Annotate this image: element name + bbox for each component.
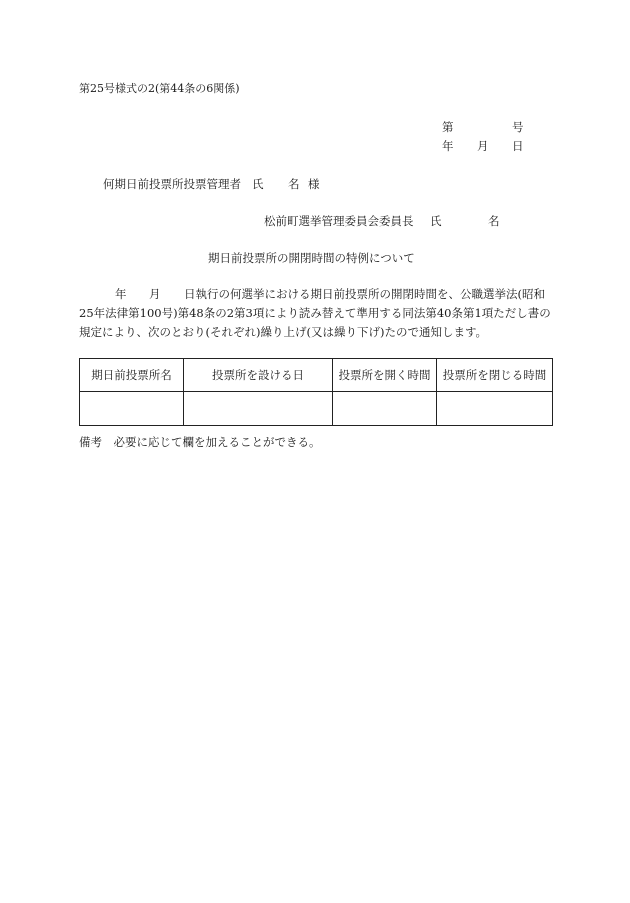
body-line-3	[79, 323, 551, 342]
remarks-note: 備考 必要に応じて欄を加えることができる。	[79, 435, 321, 449]
addressee-mei: 名	[288, 177, 300, 191]
header-closing-time: 投票所を閉じる時間	[437, 359, 553, 392]
addressee-shi: 氏	[252, 177, 264, 191]
header-polling-place-name: 期日前投票所名	[80, 359, 184, 392]
sender-shi: 氏	[430, 214, 442, 228]
addressee-title: 何期日前投票所投票管理者	[103, 177, 241, 191]
form-number: 第25号様式の2(第44条の6関係)	[79, 82, 240, 95]
schedule-table	[79, 358, 553, 426]
body-line-2-text: 25年法律第100号)第48条の2第3項により読み替えて準用する同法第40条第1項ただし書の	[79, 306, 551, 320]
header-opening-time: 投票所を開く時間	[333, 359, 437, 392]
document-number-suffix: 号	[512, 120, 524, 134]
date-year-label: 年	[442, 139, 454, 153]
header-setup-date: 投票所を設ける日	[184, 359, 333, 392]
cell-setup-date	[184, 392, 333, 426]
body-line-1	[79, 285, 551, 304]
body-line-1-text: 日執行の何選挙における期日前投票所の開閉時間を、公職選挙法(昭和	[184, 287, 545, 301]
body-year-label: 年	[115, 287, 127, 301]
body-month-label: 月	[149, 287, 161, 301]
table-row	[80, 392, 553, 426]
sender-mei: 名	[488, 214, 500, 228]
body-paragraph	[79, 285, 551, 342]
document-number-line	[442, 119, 524, 135]
date-day-label: 日	[512, 139, 524, 153]
document-title: 期日前投票所の開閉時間の特例について	[208, 251, 415, 265]
addressee-honorific: 様	[308, 177, 320, 191]
document-number-prefix: 第	[442, 120, 454, 134]
body-line-3-text: 規定により、次のとおり(それぞれ)繰り上げ(又は繰り下げ)たので通知します。	[79, 325, 488, 339]
body-line-2	[79, 304, 551, 323]
cell-opening-time	[333, 392, 437, 426]
cell-closing-time	[437, 392, 553, 426]
table-header-row	[80, 359, 553, 392]
cell-polling-place-name	[80, 392, 184, 426]
document-date-line	[442, 138, 524, 154]
date-month-label: 月	[477, 139, 489, 153]
sender-title: 松前町選挙管理委員会委員長	[264, 214, 414, 228]
